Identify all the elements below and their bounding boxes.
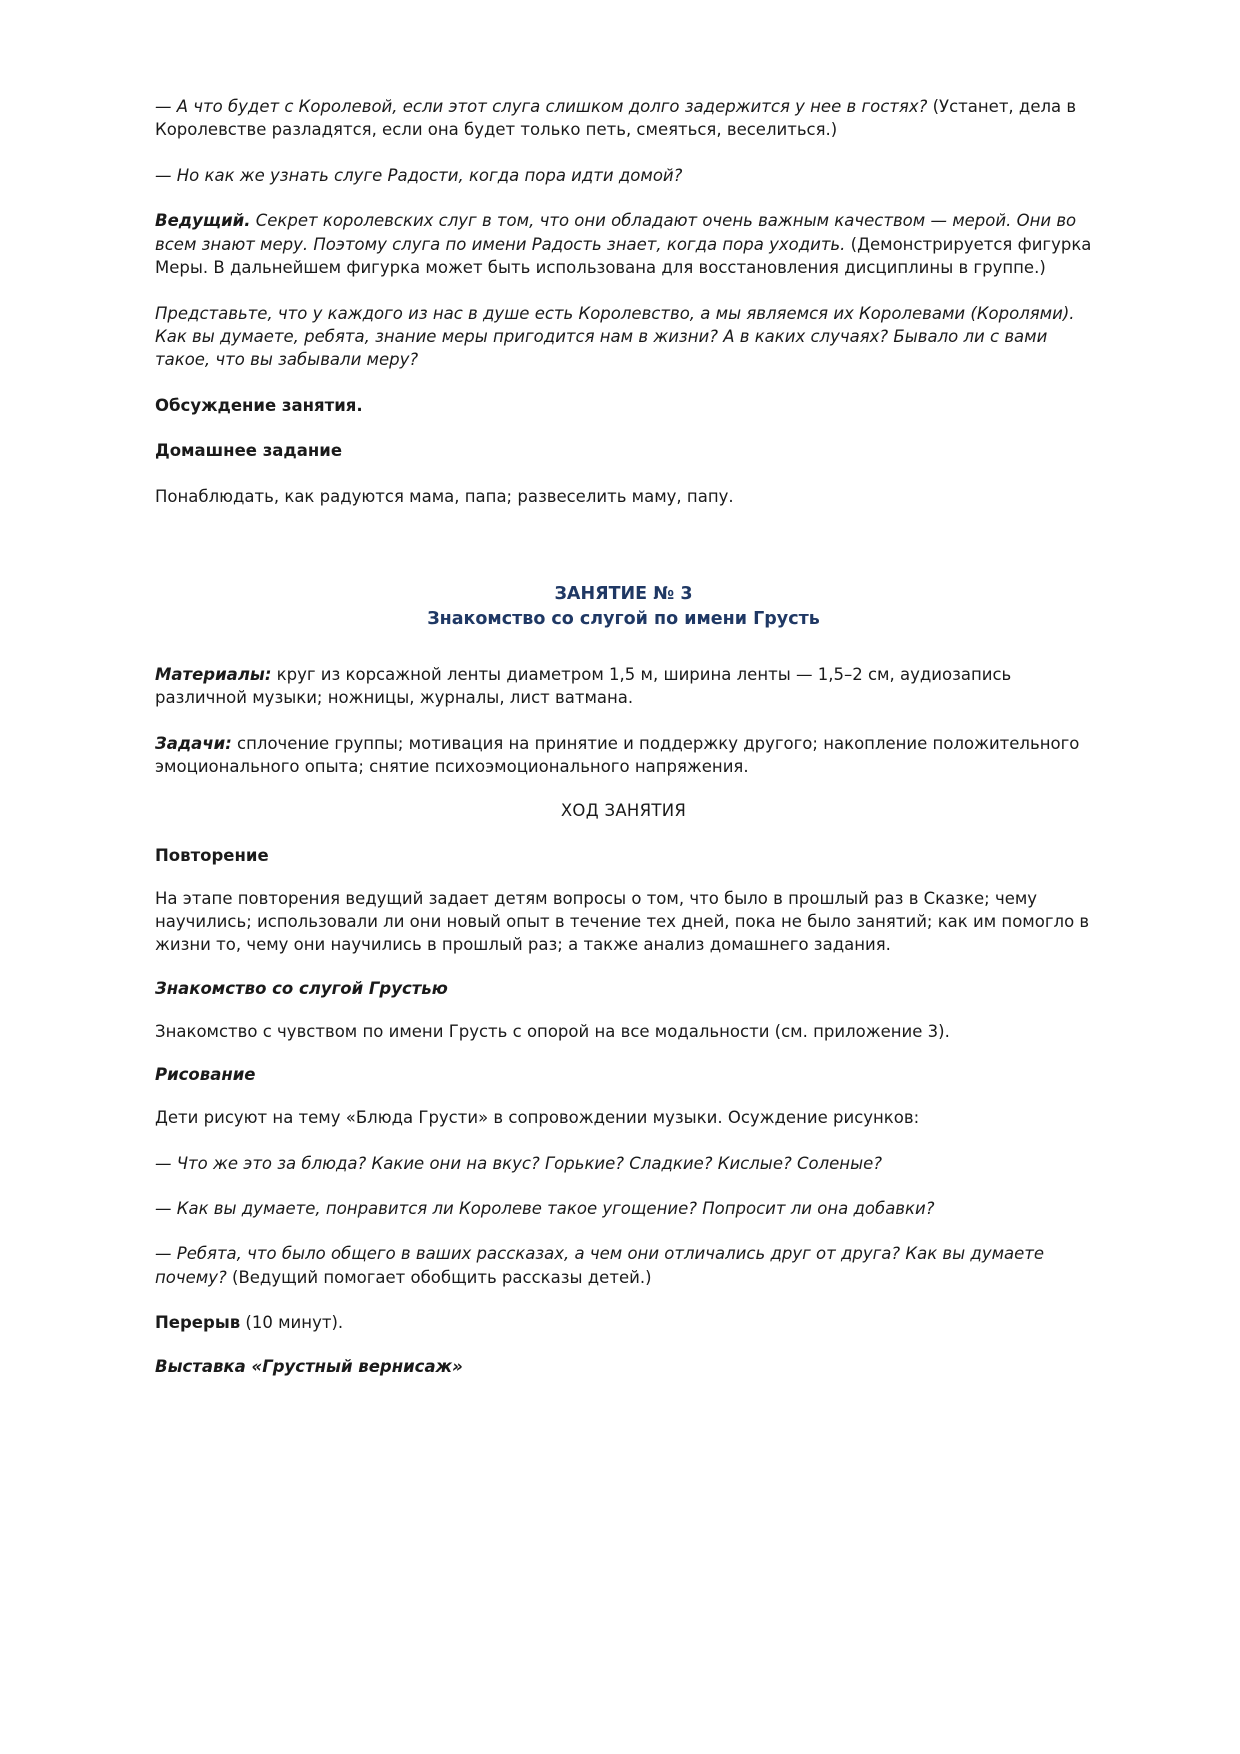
section-repetition <box>155 846 1092 957</box>
section-heading <box>155 1357 1092 1376</box>
text-run: Знакомство со слугой Грустью <box>155 978 448 998</box>
break-paragraph <box>155 1311 1092 1334</box>
paragraph <box>155 164 1092 187</box>
homework-heading <box>155 439 1092 462</box>
text-run: Повторение <box>155 845 269 865</box>
text-run: Материалы: <box>155 664 272 684</box>
paragraph <box>155 1152 1092 1175</box>
lesson-title-block <box>155 582 1092 633</box>
text-run: Выставка «Грустный вернисаж» <box>155 1356 463 1376</box>
section-exhibition <box>155 1357 1092 1376</box>
section-heading <box>155 846 1092 865</box>
text-run: Рисование <box>155 1065 256 1085</box>
paragraph <box>155 485 1092 508</box>
text-run: (Ведущий помогает обобщить рассказы детей.) <box>226 1267 652 1287</box>
text-run: Знакомство с чувством по имени Грусть с опорой на все модальности (см. приложение 3). <box>155 1021 950 1041</box>
text-run: Домашнее задание <box>155 441 343 461</box>
section-heading <box>155 1065 1092 1084</box>
text-run: Понаблюдать, как радуются мама, папа; развеселить маму, папу. <box>155 486 734 506</box>
text-run: — Но как же узнать слуге Радости, когда пора идти домой? <box>155 165 683 185</box>
lesson-title: Знакомство со слугой по имени Грусть <box>427 609 820 630</box>
paragraph <box>155 1242 1092 1289</box>
text-run: (10 минут). <box>240 1313 344 1333</box>
text-run: — Как вы думаете, понравится ли Королеве такое угощение? Попросит ли она добавки? <box>155 1199 935 1219</box>
paragraph <box>155 209 1092 279</box>
paragraph <box>155 1020 1092 1043</box>
text-run: На этапе повторения ведущий задает детям вопросы о том, что было в прошлый раз в Сказке; чему научились; использовали ли они новый опыт в течение тех дней, пока не было занятий; как им помогло в жизни то, чему они научились в прошлый раз; а также анализ домашнего задания. <box>155 888 1090 955</box>
document-body <box>155 95 1092 1376</box>
text-run: круг из корсажной ленты диаметром 1,5 м, ширина ленты — 1,5–2 см, аудиозапись различной музыки; ножницы, журналы, лист ватмана. <box>155 664 1012 708</box>
section-acquaintance <box>155 979 1092 1043</box>
section-heading <box>155 979 1092 998</box>
tasks-paragraph <box>155 732 1092 779</box>
text-run: Задачи: <box>155 733 232 753</box>
text-run: Дети рисуют на тему «Блюда Грусти» в сопровождении музыки. Осуждение рисунков: <box>155 1108 920 1128</box>
text-run: (Устанет, дела в Королевстве разладятся, если она будет только петь, смеяться, веселиться.) <box>155 97 1077 140</box>
text-run: Представьте, что у каждого из нас в душе есть Королевство, а мы являемся их Королевами (Королями). Как вы думаете, ребята, знание меры пригодится нам в жизни? А в каких случаях? Бывало ли с вами такое, что вы забывали меру? <box>155 303 1075 370</box>
text-run: сплочение группы; мотивация на принятие и поддержку другого; накопление положительного эмоционального опыта; снятие психоэмоционального напряжения. <box>155 733 1080 777</box>
section-drawing <box>155 1065 1092 1335</box>
discussion-heading <box>155 394 1092 417</box>
course-heading: ХОД ЗАНЯТИЯ <box>560 800 687 820</box>
text-run: — А что будет с Королевой, если этот слуга слишком долго задержится у нее в гостях? <box>155 97 928 116</box>
text-run: Перерыв <box>155 1313 241 1333</box>
text-run: Обсуждение занятия. <box>155 395 363 415</box>
text-run: — Ребята, что было общего в ваших рассказах, а чем они отличались друг от друга? Как вы думаете почему? <box>155 1244 1045 1287</box>
text-run: — Что же это за блюда? Какие они на вкус? Горькие? Сладкие? Кислые? Соленые? <box>155 1153 883 1173</box>
lesson-number: ЗАНЯТИЕ № 3 <box>554 584 693 605</box>
text-run: (Демонстрируется фигурка Меры. В дальнейшем фигурка может быть использована для восстановления дисциплины в группе.) <box>155 234 1092 278</box>
paragraph <box>155 1197 1092 1220</box>
text-run: Секрет королевских слуг в том, что они обладают очень важным качеством — мерой. Они во всем знают меру. Поэтому слуга по имени Радость знает, когда пора уходить. <box>155 211 1077 254</box>
paragraph <box>155 887 1092 957</box>
text-run: Ведущий. <box>155 211 251 231</box>
paragraph <box>155 95 1092 142</box>
materials-paragraph <box>155 663 1092 710</box>
paragraph <box>155 302 1092 372</box>
paragraph <box>155 1106 1092 1129</box>
